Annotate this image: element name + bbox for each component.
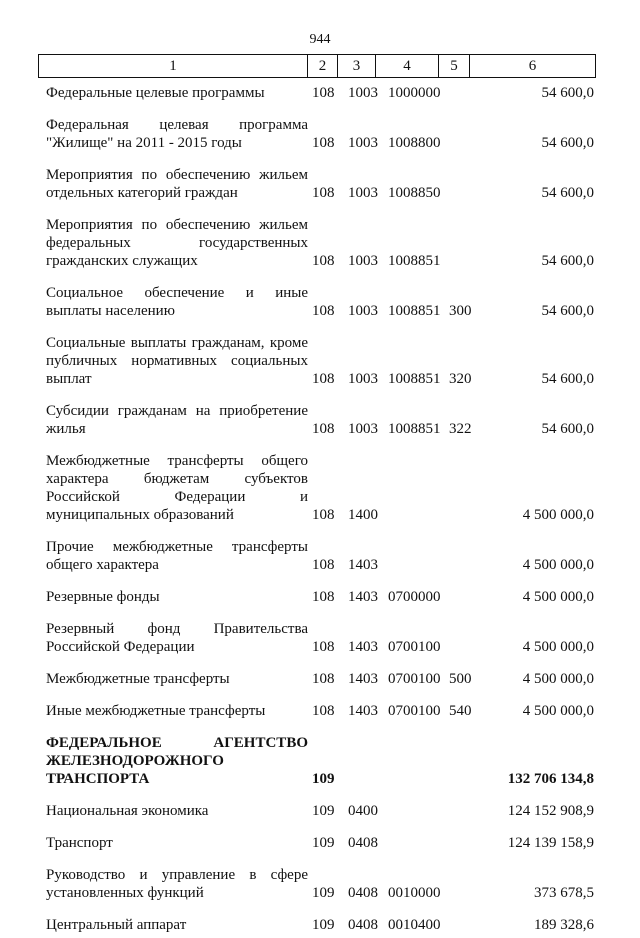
row-c4: 1008851 bbox=[388, 303, 441, 319]
row-c6: 54 600,0 bbox=[541, 253, 594, 269]
row-c2: 109 bbox=[312, 835, 335, 851]
row-name: Федеральная целевая программа "Жилище" на 2011 - 2015 годы bbox=[46, 117, 308, 151]
row-c6: 54 600,0 bbox=[541, 185, 594, 201]
page-number: 944 bbox=[309, 32, 331, 47]
table-row bbox=[0, 206, 640, 274]
row-c5: 320 bbox=[449, 371, 472, 387]
table-row bbox=[0, 610, 640, 660]
row-c6: 132 706 134,8 bbox=[507, 771, 594, 787]
row-c6: 54 600,0 bbox=[541, 85, 594, 101]
budget-table bbox=[0, 78, 640, 938]
row-name: Центральный аппарат bbox=[46, 917, 187, 933]
row-name: Социальное обеспечение и иные выплаты населению bbox=[46, 285, 308, 319]
row-c2: 108 bbox=[312, 639, 335, 655]
row-c5: 540 bbox=[449, 703, 472, 719]
row-name: Иные межбюджетные трансферты bbox=[46, 703, 266, 719]
row-c4: 0700000 bbox=[388, 589, 441, 605]
header-col-1: 1 bbox=[39, 55, 308, 77]
header-col-4: 4 bbox=[376, 55, 439, 77]
row-c3: 1403 bbox=[348, 703, 378, 719]
row-c6: 4 500 000,0 bbox=[522, 671, 594, 687]
row-c4: 0010400 bbox=[388, 917, 441, 933]
row-c4: 0010000 bbox=[388, 885, 441, 901]
row-c5: 300 bbox=[449, 303, 472, 319]
row-c3: 1403 bbox=[348, 671, 378, 687]
row-c4: 1008800 bbox=[388, 135, 441, 151]
table-row bbox=[0, 156, 640, 206]
row-c2: 108 bbox=[312, 589, 335, 605]
row-c6: 54 600,0 bbox=[541, 421, 594, 437]
row-c4: 0700100 bbox=[388, 671, 441, 687]
row-c4: 1008851 bbox=[388, 253, 441, 269]
table-row bbox=[0, 792, 640, 824]
row-name: Межбюджетные трансферты bbox=[46, 671, 230, 687]
table-row bbox=[0, 856, 640, 906]
row-c4: 1000000 bbox=[388, 85, 441, 101]
row-name: Национальная экономика bbox=[46, 803, 209, 819]
row-c2: 108 bbox=[312, 421, 335, 437]
table-row bbox=[0, 906, 640, 938]
row-c2: 109 bbox=[312, 885, 335, 901]
row-name: Транспорт bbox=[46, 835, 113, 851]
row-c4: 0700100 bbox=[388, 639, 441, 655]
header-col-6: 6 bbox=[528, 57, 537, 74]
row-name: Мероприятия по обеспечению жильем отдельных категорий граждан bbox=[46, 167, 308, 201]
table-row bbox=[0, 528, 640, 578]
row-c5: 322 bbox=[449, 421, 472, 437]
table-row bbox=[0, 324, 640, 392]
row-c2: 108 bbox=[312, 85, 335, 101]
header-col-5: 5 bbox=[439, 55, 470, 77]
row-c3: 0400 bbox=[348, 803, 378, 819]
row-c2: 108 bbox=[312, 703, 335, 719]
row-c2: 108 bbox=[312, 185, 335, 201]
table-row bbox=[0, 78, 640, 106]
row-c6: 54 600,0 bbox=[541, 303, 594, 319]
row-name: Мероприятия по обеспечению жильем федеральных государственных гражданских служащих bbox=[46, 217, 308, 269]
row-c2: 108 bbox=[312, 507, 335, 523]
row-c6: 54 600,0 bbox=[541, 135, 594, 151]
table-row bbox=[0, 724, 640, 792]
table-row bbox=[0, 274, 640, 324]
table-row bbox=[0, 692, 640, 724]
row-c3: 1003 bbox=[348, 303, 378, 319]
row-c2: 108 bbox=[312, 253, 335, 269]
row-name: Руководство и управление в сфере установленных функций bbox=[46, 867, 308, 901]
row-c6: 373 678,5 bbox=[534, 885, 594, 901]
row-c6: 54 600,0 bbox=[541, 371, 594, 387]
row-c6: 4 500 000,0 bbox=[522, 507, 594, 523]
table-row bbox=[0, 392, 640, 442]
row-name: Субсидии гражданам на приобретение жилья bbox=[46, 403, 308, 437]
header-col-2: 2 bbox=[308, 55, 338, 77]
row-c2: 109 bbox=[312, 771, 335, 787]
row-c3: 1003 bbox=[348, 421, 378, 437]
row-c3: 1003 bbox=[348, 253, 378, 269]
row-c4: 1008851 bbox=[388, 421, 441, 437]
row-c3: 1003 bbox=[348, 371, 378, 387]
row-c3: 1400 bbox=[348, 507, 378, 523]
row-c2: 108 bbox=[312, 671, 335, 687]
row-name: Межбюджетные трансферты общего характера бюджетам субъектов Российской Федерации и муниципальных образований bbox=[46, 453, 308, 523]
row-c6: 124 152 908,9 bbox=[507, 803, 594, 819]
row-c2: 108 bbox=[312, 303, 335, 319]
row-name: Прочие межбюджетные трансферты общего характера bbox=[46, 539, 308, 573]
row-c2: 109 bbox=[312, 803, 335, 819]
row-c3: 0408 bbox=[348, 835, 378, 851]
row-c2: 108 bbox=[312, 371, 335, 387]
row-c3: 1403 bbox=[348, 589, 378, 605]
row-c6: 4 500 000,0 bbox=[522, 703, 594, 719]
row-c3: 1403 bbox=[348, 639, 378, 655]
row-c6: 124 139 158,9 bbox=[507, 835, 594, 851]
row-c3: 0408 bbox=[348, 917, 378, 933]
row-c6: 4 500 000,0 bbox=[522, 589, 594, 605]
row-name: ФЕДЕРАЛЬНОЕ АГЕНТСТВО ЖЕЛЕЗНОДОРОЖНОГО ТРАНСПОРТА bbox=[46, 735, 308, 787]
row-c4: 0700100 bbox=[388, 703, 441, 719]
row-c3: 1003 bbox=[348, 135, 378, 151]
row-c5: 500 bbox=[449, 671, 472, 687]
row-c6: 189 328,6 bbox=[534, 917, 594, 933]
table-row bbox=[0, 106, 640, 156]
row-name: Резервный фонд Правительства Российской Федерации bbox=[46, 621, 308, 655]
row-c3: 1003 bbox=[348, 85, 378, 101]
header-col-3: 3 bbox=[338, 55, 376, 77]
row-c4: 1008850 bbox=[388, 185, 441, 201]
table-row bbox=[0, 578, 640, 610]
table-row bbox=[0, 442, 640, 528]
row-c3: 0408 bbox=[348, 885, 378, 901]
row-name: Федеральные целевые программы bbox=[46, 85, 265, 101]
table-row bbox=[0, 660, 640, 692]
row-c2: 108 bbox=[312, 557, 335, 573]
row-c2: 108 bbox=[312, 135, 335, 151]
row-c4: 1008851 bbox=[388, 371, 441, 387]
row-name: Резервные фонды bbox=[46, 589, 160, 605]
row-c2: 109 bbox=[312, 917, 335, 933]
row-c6: 4 500 000,0 bbox=[522, 557, 594, 573]
table-row bbox=[0, 824, 640, 856]
table-header bbox=[38, 54, 596, 78]
row-c3: 1003 bbox=[348, 185, 378, 201]
row-c6: 4 500 000,0 bbox=[522, 639, 594, 655]
row-name: Социальные выплаты гражданам, кроме публичных нормативных социальных выплат bbox=[46, 335, 308, 387]
row-c3: 1403 bbox=[348, 557, 378, 573]
